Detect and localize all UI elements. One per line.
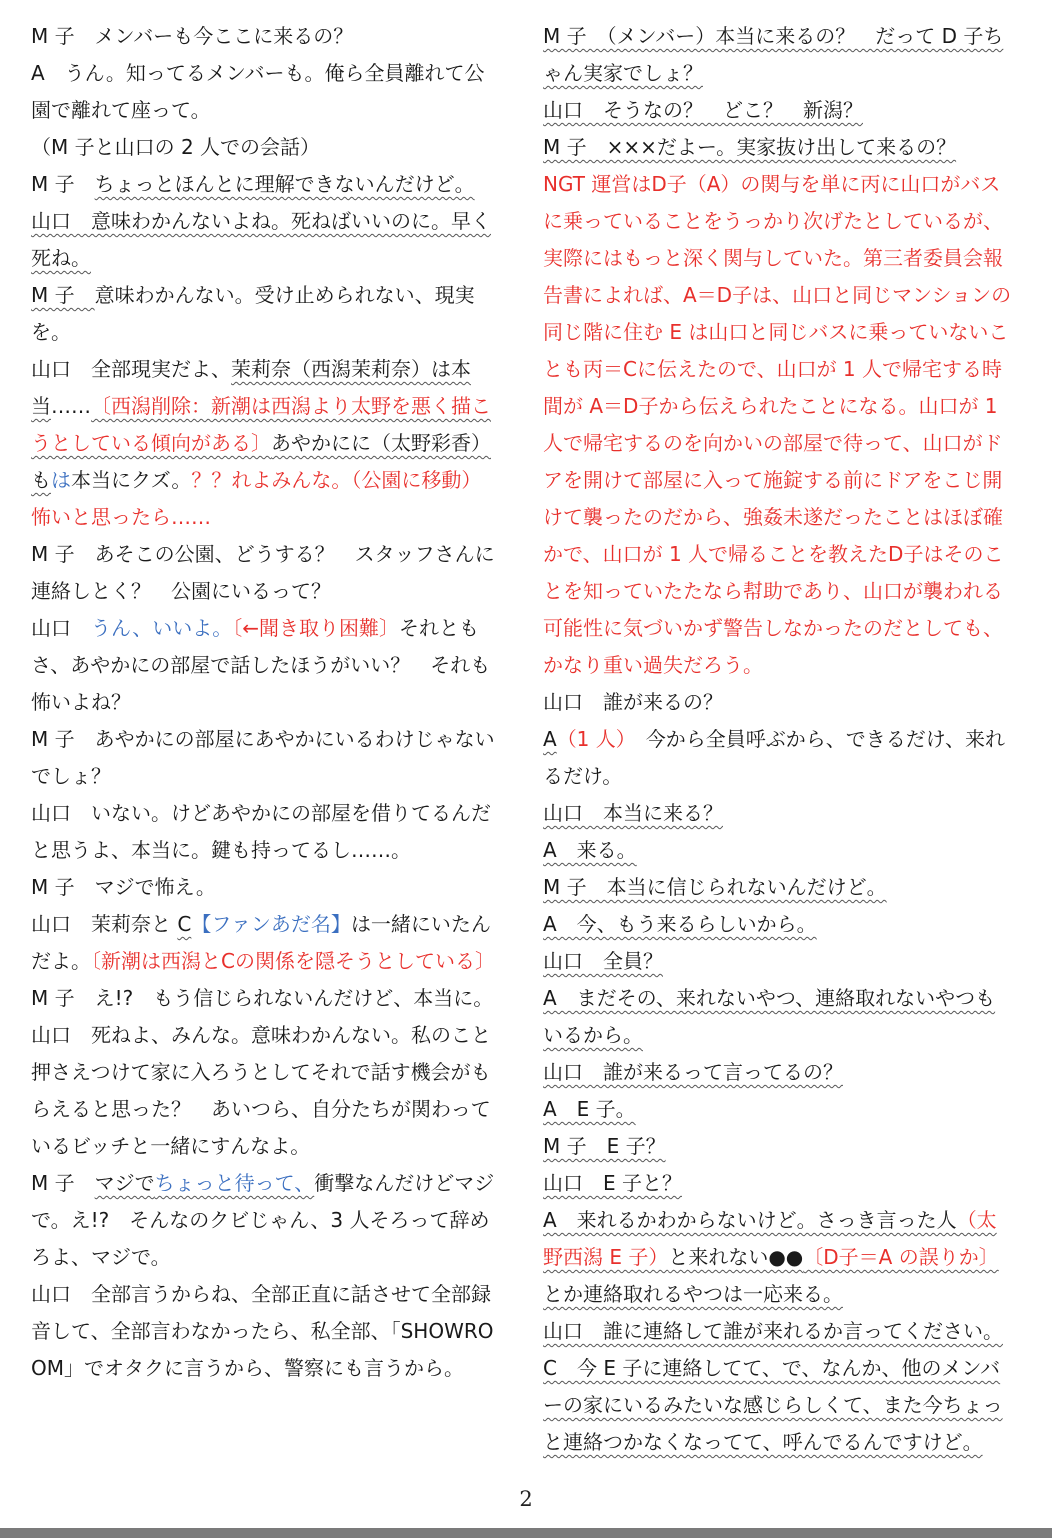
speech-text: 山口 そうなの？ どこ？ 新潟？	[543, 98, 863, 122]
speech-text: M 子 あやかにの部屋にあやかにいるわけじゃないでしょ？	[31, 727, 495, 788]
speech-text: M 子	[31, 283, 95, 307]
speech-text: 今から全員呼ぶから、できるだけ、来れるだけ。	[543, 727, 1005, 788]
transcript-paragraph	[31, 351, 501, 536]
editor-annotation: 〔西潟削除：新潮は西潟より太野を悪く描こうとしている傾向がある〕	[31, 394, 491, 455]
speech-text: M 子 え!? もう信じられないんだけど、本当に。	[31, 986, 494, 1010]
highlighted-speech: は	[51, 468, 71, 492]
speech-text: M 子 （メンバー）本当に来るの？ だって D 子ちゃん実家でしょ？	[543, 24, 1004, 85]
transcript-paragraph	[31, 1165, 501, 1276]
speech-text: あやかにに（太野彩香）も	[31, 431, 491, 492]
speech-text: A 来る。	[543, 838, 637, 862]
speech-text: A E 子。	[543, 1097, 636, 1121]
speech-text: 山口 意味わかんないよね。死ねばいいのに。早く死ね。	[31, 209, 491, 270]
speech-text: M 子 本当に信じられないんだけど。	[543, 875, 887, 899]
speech-text: は一緒にいたんだよ。	[31, 912, 491, 973]
highlighted-speech: うん、いいよ。	[91, 616, 233, 640]
speech-text: A 今、もう来るらしいから。	[543, 912, 817, 936]
speech-text: 山口 茉莉奈と	[31, 912, 178, 936]
speech-text: 山口 誰が来るって言ってるの？	[543, 1060, 843, 1084]
speech-text: 山口 誰に連絡して誰が来れるか言ってください。	[543, 1319, 1003, 1343]
speech-text: 山口 死ねよ、みんな。意味わかんない。私のこと押さえつけて家に入ろうとしてそれで話す機会がもらえると思った？ あいつら、自分たちが関わっているビッチと一緒にすんなよ。	[31, 1023, 491, 1158]
speech-text: M 子 あそこの公園、どうする？ スタッフさんに連絡しとく？ 公園にいるって？	[31, 542, 495, 603]
speech-text: M 子 E 子？	[543, 1134, 666, 1158]
transcript-paragraph	[543, 980, 1013, 1054]
speech-text: 山口 全部現実だよ、	[31, 357, 231, 381]
transcript-paragraph	[543, 943, 1013, 980]
transcript-paragraph	[31, 536, 501, 610]
right-column	[543, 18, 1013, 1461]
transcript-paragraph	[543, 906, 1013, 943]
speech-text: A 来れるかわからないけど。さっき言った人	[543, 1208, 957, 1232]
speech-text: とか連絡取れるやつは一応来る。	[543, 1282, 843, 1306]
window-bottom-edge	[0, 1528, 1052, 1538]
transcript-paragraph	[543, 92, 1013, 129]
transcript-paragraph	[543, 129, 1013, 166]
speech-text: C	[177, 912, 192, 936]
editor-annotation: NGT 運営はD子（A）の関与を単に丙に山口がバスに乗っていることをうっかり次げたとしているが、実際にはもっと深く関与していた。第三者委員会報告書によれば、A＝D子は、山口と同じマンションの同じ階に住む E は山口と同じバスに乗っていないことも丙＝Cに伝えたので、山口が 1 人で帰宅する時間が A＝D子から伝えられたことになる。山口が 1 人で帰宅するのを向かいの部屋で待って、山口がドアを開けて部屋に入って施錠する前にドアをこじ開けて襲ったのだから、強姦未遂だったことはほぼ確かで、山口が 1 人で帰ることを教えたD子はそのことを知っていたたなら幇助であり、山口が襲われる可能性に気づいかず警告しなかったのだとしても、かなり重い過失だろう。	[543, 172, 1012, 677]
transcript-paragraph	[543, 1313, 1013, 1350]
transcript-paragraph	[31, 18, 501, 55]
transcript-paragraph	[31, 980, 501, 1017]
transcript-paragraph	[31, 869, 501, 906]
transcript-paragraph	[543, 684, 1013, 721]
speech-text: M 子	[31, 1171, 95, 1195]
speech-text: ……	[51, 394, 91, 418]
editor-annotation: 〔新潮は西潟とCの関係を隠そうとしている〕	[91, 949, 495, 973]
transcript-paragraph	[543, 166, 1013, 684]
speech-text: A うん。知ってるメンバーも。俺ら全員離れて公園で離れて座って。	[31, 61, 485, 122]
transcript-paragraph	[31, 277, 501, 351]
speech-text: 衝撃なんだけどマジで。え!? そんなのクビじゃん、3 人そろって辞めろよ、マジで。	[31, 1171, 495, 1269]
transcript-paragraph	[31, 610, 501, 721]
speech-text: 山口 誰が来るの？	[543, 690, 723, 714]
transcript-paragraph	[31, 55, 501, 129]
transcript-paragraph	[543, 869, 1013, 906]
speech-text: ちょっとほんとに理解できないんだけど。	[94, 172, 475, 196]
transcript-paragraph	[31, 1276, 501, 1387]
speech-text: 山口 本当に来る？	[543, 801, 723, 825]
editor-annotation: 〔←聞き取り困難〕	[232, 616, 399, 640]
transcript-paragraph	[543, 1091, 1013, 1128]
transcript-paragraph	[543, 1202, 1013, 1313]
transcript-paragraph	[543, 1165, 1013, 1202]
transcript-paragraph	[31, 795, 501, 869]
speech-text: それともさ、あやかにの部屋で話したほうがいい？ それも怖いよね？	[31, 616, 491, 714]
speech-text: マジで	[94, 1171, 155, 1195]
speech-text: M 子 メンバーも今ここに来るの？	[31, 24, 354, 48]
transcript-paragraph	[543, 795, 1013, 832]
speech-text: 山口 全部言うからね、全部正直に話させて全部録音して、全部言わなかったら、私全部、「SHOWROOM」でオタクに言うから、警察にも言うから。	[31, 1282, 494, 1380]
transcript-paragraph	[543, 721, 1013, 795]
transcript-paragraph	[31, 129, 501, 166]
speech-text: M 子 ×××だよー。実家抜け出して来るの？	[543, 135, 957, 159]
transcript-paragraph	[31, 203, 501, 277]
speech-text: 山口	[31, 616, 91, 640]
highlighted-speech: ちょっと待って、	[154, 1171, 315, 1195]
editor-annotation: 〔D子＝A の誤りか〕	[803, 1245, 999, 1269]
speech-text: C 今 E 子に連絡してて、で、なんか、他のメンバーの家にいるみたいな感じらしくて、また今ちょっと連絡つかなくなってて、呼んでるんですけど。	[543, 1356, 1003, 1454]
speech-text: 茉莉奈（西潟茉莉奈）は本当	[31, 357, 471, 418]
speech-text: 山口 全員？	[543, 949, 663, 973]
transcript-paragraph	[543, 1054, 1013, 1091]
speech-text: 山口 E 子と？	[543, 1171, 682, 1195]
editor-annotation: （太野西潟 E 子）	[543, 1208, 997, 1269]
speech-text: M 子	[31, 172, 95, 196]
speech-text: M 子 マジで怖え。	[31, 875, 216, 899]
speech-text: A まだその、来れないやつ、連絡取れないやつもいるから。	[543, 986, 996, 1047]
editor-annotation: ？？れよみんな。（公園に移動）怖いと思ったら……	[31, 468, 482, 529]
transcript-paragraph	[543, 1128, 1013, 1165]
page-number: 2	[519, 1487, 533, 1511]
speech-text: 本当にクズ。	[71, 468, 192, 492]
speech-text: 意味わかんない。受け止められない、現実を。	[31, 283, 475, 344]
speech-text: A	[543, 727, 557, 751]
editor-annotation: （1 人）	[556, 727, 626, 751]
transcript-paragraph	[543, 18, 1013, 92]
transcript-paragraph	[31, 1017, 501, 1165]
speech-text: と来れない●●	[668, 1245, 804, 1269]
transcript-paragraph	[31, 906, 501, 980]
speech-text: 山口 いない。けどあやかにの部屋を借りてるんだと思うよ、本当に。鍵も持ってるし……。	[31, 801, 491, 862]
highlighted-speech: 【ファンあだ名】	[191, 912, 351, 936]
transcript-paragraph	[31, 166, 501, 203]
speech-text: （M 子と山口の 2 人での会話）	[31, 135, 321, 159]
left-column	[31, 18, 501, 1387]
transcript-paragraph	[543, 1350, 1013, 1461]
transcript-paragraph	[543, 832, 1013, 869]
transcript-paragraph	[31, 721, 501, 795]
